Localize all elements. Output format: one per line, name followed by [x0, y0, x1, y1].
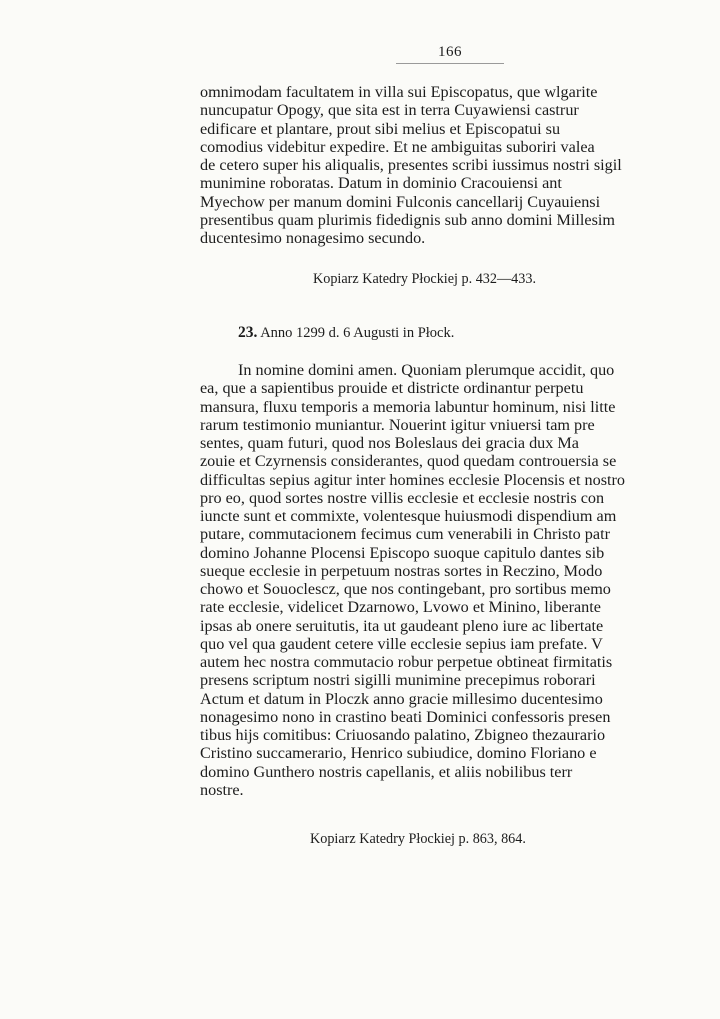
text-line: edificare et plantare, prout sibi melius et Episcopatui su	[200, 119, 561, 138]
text-line: ipsas ab onere seruitutis, ita ut gaudeant pleno iure ac libertate	[200, 616, 604, 635]
text-line: rarum testimonio muniantur. Nouerint igitur vniuersi tam pre	[200, 415, 595, 434]
text-line: munimine roboratas. Datum in dominio Cracouiensi ant	[200, 174, 562, 193]
document-date-place: Anno 1299 d. 6 Augusti in Płock.	[260, 325, 455, 341]
text-line: ducentesimo nonagesimo secundo.	[200, 229, 426, 247]
text-line: comodius videbitur expedire. Et ne ambiguitas suboriri valea	[200, 137, 595, 156]
text-line: nostre.	[200, 780, 244, 799]
text-line: difficultas sepius agitur inter homines ecclesie Plocensis et nostro	[200, 470, 625, 489]
text-line: iuncte sunt et commixte, volentesque huiusmodi dispendium am	[200, 507, 617, 525]
text-line: In nomine domini amen. Quoniam plerumque accidit, quo	[238, 361, 615, 379]
text-line: Actum et datum in Ploczk anno gracie millesimo ducentesimo	[200, 689, 603, 708]
paragraph-1	[200, 83, 622, 247]
document-heading	[238, 324, 454, 342]
text-line: chowo et Souoclescz, que nos contingebant, pro sortibus memo	[200, 580, 611, 598]
header-rule	[396, 63, 504, 64]
text-line: pro eo, quod sortes nostre villis ecclesie et ecclesie nostris con	[200, 488, 605, 507]
text-line: putare, commutacionem fecimus cum venerabili in Christo patr	[200, 525, 610, 544]
text-line: mansura, fluxu temporis a memoria labuntur hominum, nisi litte	[200, 397, 616, 416]
document-number: 23.	[238, 324, 258, 341]
paragraph-2	[200, 361, 625, 799]
text-line: zouie et Czyrnensis considerantes, quod quedam controuersia se	[200, 452, 617, 471]
text-line: sentes, quam futuri, quod nos Boleslaus dei gracia dux Ma	[200, 434, 579, 452]
text-line: Myechow per manum domini Fulconis cancellarij Cuyauiensi	[200, 192, 601, 211]
text-line: ea, que a sapientibus prouide et districte ordinantur perpetu	[200, 379, 584, 398]
source-citation-1: Kopiarz Katedry Płockiej p. 432—433.	[313, 271, 537, 287]
page-number: 166	[438, 44, 462, 60]
text-line: nuncupatur Opogy, que sita est in terra Cuyawiensi castrur	[200, 101, 579, 120]
text-line: sueque ecclesie in perpetuum nostras sortes in Reczino, Modo	[200, 561, 603, 580]
text-line: omnimodam facultatem in villa sui Episcopatus, que wlgarite	[200, 83, 598, 101]
text-line: autem hec nostra commutacio robur perpetue obtineat firmitatis	[200, 653, 613, 671]
text-line: nonagesimo nono in crastino beati Dominici confessoris presen	[200, 707, 611, 726]
source-citation-2: Kopiarz Katedry Płockiej p. 863, 864.	[310, 831, 526, 847]
text-line: tibus hijs comitibus: Criuosando palatino, Zbigneo thezaurario	[200, 726, 606, 744]
text-line: domino Gunthero nostris capellanis, et aliis nobilibus terr	[200, 762, 573, 781]
text-line: de cetero super his aliqualis, presentes scribi iussimus nostri sigil	[200, 156, 622, 174]
text-line: presentibus quam plurimis fidedignis sub anno domini Millesim	[200, 210, 616, 229]
text-line: rate ecclesie, videlicet Dzarnowo, Lvowo et Minino, liberante	[200, 598, 601, 617]
text-line: quo vel qua gaudent cetere ville ecclesie sepius iam prefate. V	[200, 634, 603, 653]
text-line: domino Johanne Plocensi Episcopo suoque capitulo dantes sib	[200, 543, 605, 562]
text-line: presens scriptum nostri sigilli munimine precepimus roborari	[200, 671, 596, 690]
text-line: Cristino succamerario, Henrico subiudice, domino Floriano e	[200, 744, 597, 763]
